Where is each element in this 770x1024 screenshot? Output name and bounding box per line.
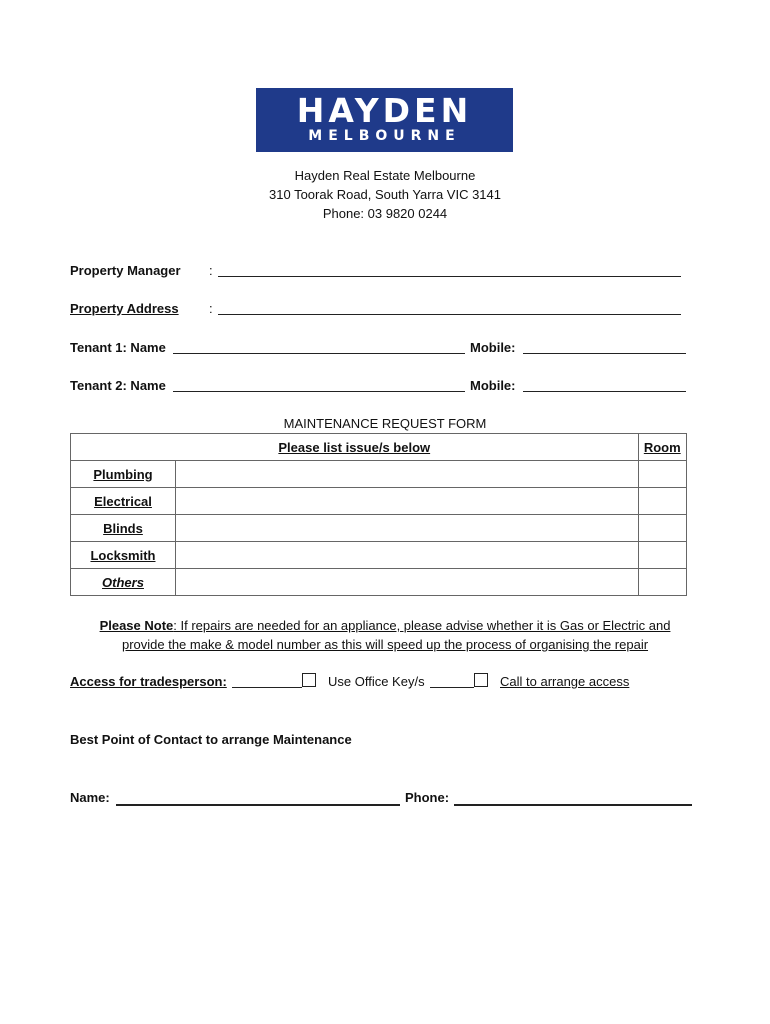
plumbing-room-cell[interactable] (638, 461, 687, 488)
table-row (71, 488, 687, 515)
contact-name-label: Name: (70, 790, 110, 805)
access-label: Access for tradesperson: (70, 674, 227, 689)
company-logo (256, 88, 513, 152)
note-line-2 (70, 635, 700, 654)
contact-phone-label: Phone: (405, 790, 450, 805)
others-issue-cell[interactable] (176, 569, 639, 596)
electrical-issue-cell[interactable] (176, 488, 639, 515)
table-row (71, 461, 687, 488)
row-label-locksmith: Locksmith (71, 542, 176, 569)
tenant1-name-label: Tenant 1: Name (70, 340, 166, 355)
contact-heading: Best Point of Contact to arrange Maintenance (70, 732, 352, 747)
blinds-room-cell[interactable] (638, 515, 687, 542)
use-office-key-label: Use Office Key/s (328, 674, 425, 689)
table-row (71, 542, 687, 569)
logo-line-1: HAYDEN (296, 91, 473, 130)
tenant2-name-label: Tenant 2: Name (70, 378, 166, 393)
contact-phone-field[interactable] (454, 804, 692, 806)
property-manager-field[interactable] (218, 276, 681, 277)
electrical-room-cell[interactable] (638, 488, 687, 515)
call-to-arrange-label: Call to arrange access (500, 674, 630, 689)
note-line-1 (70, 616, 700, 635)
property-address-colon: : (209, 301, 213, 316)
access-underline-1 (232, 687, 302, 688)
tenant2-mobile-field[interactable] (523, 391, 686, 392)
room-column-header (638, 434, 687, 461)
tenant1-name-field[interactable] (173, 353, 465, 354)
row-label-others: Others (71, 569, 176, 596)
row-label-blinds: Blinds (71, 515, 176, 542)
tenant2-mobile-label: Mobile: (470, 378, 516, 393)
use-office-key-checkbox[interactable] (302, 673, 316, 687)
note-label: Please Note (99, 618, 174, 633)
locksmith-room-cell[interactable] (638, 542, 687, 569)
locksmith-issue-cell[interactable] (176, 542, 639, 569)
contact-name-field[interactable] (116, 804, 400, 806)
issue-column-header-text: Please list issue/s below (278, 439, 431, 455)
table-row (71, 515, 687, 542)
property-manager-colon: : (209, 263, 213, 278)
row-label-electrical: Electrical (71, 488, 176, 515)
company-address: 310 Toorak Road, South Yarra VIC 3141 (269, 187, 501, 202)
blinds-issue-cell[interactable] (176, 515, 639, 542)
form-title: MAINTENANCE REQUEST FORM (283, 416, 487, 431)
plumbing-issue-cell[interactable] (176, 461, 639, 488)
property-address-field[interactable] (218, 314, 681, 315)
call-to-arrange-checkbox[interactable] (474, 673, 488, 687)
company-name: Hayden Real Estate Melbourne (294, 168, 476, 183)
tenant1-mobile-label: Mobile: (470, 340, 516, 355)
others-room-cell[interactable] (638, 569, 687, 596)
property-manager-label: Property Manager (70, 263, 181, 278)
maintenance-table (70, 433, 687, 596)
logo-line-2: MELBOURNE (308, 128, 461, 144)
note-text-2: provide the make & model number as this will speed up the process of organising the repair (121, 637, 649, 652)
table-header-row (71, 434, 687, 461)
table-row (71, 569, 687, 596)
note-text-1: : If repairs are needed for an appliance, please advise whether it is Gas or Electric and (173, 618, 671, 633)
property-address-label: Property Address (70, 301, 179, 316)
room-column-header-text: Room (643, 439, 681, 455)
row-label-plumbing: Plumbing (71, 461, 176, 488)
access-underline-2 (430, 687, 474, 688)
issue-column-header (71, 434, 639, 461)
tenant1-mobile-field[interactable] (523, 353, 686, 354)
tenant2-name-field[interactable] (173, 391, 465, 392)
company-phone: Phone: 03 9820 0244 (322, 206, 448, 221)
